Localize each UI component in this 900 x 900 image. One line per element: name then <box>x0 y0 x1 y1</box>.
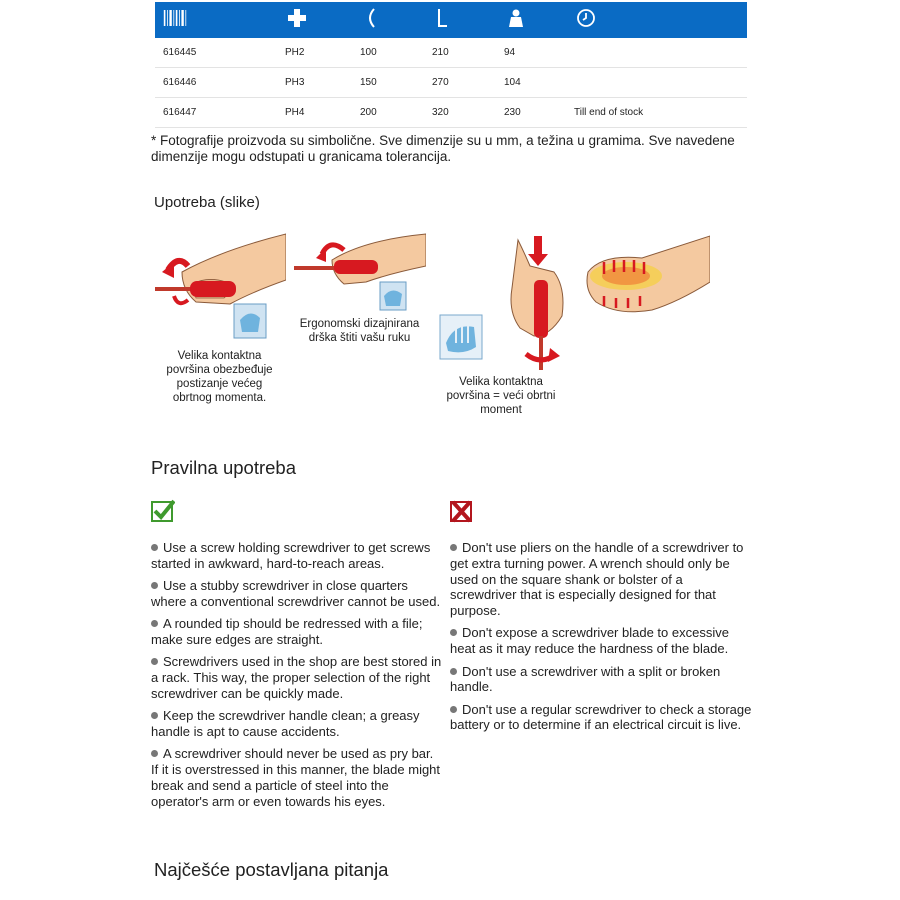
cell-tip-size: PH4 <box>277 98 352 128</box>
usage-caption-ergonomic: Ergonomski dizajnirana drška štiti vašu ruku <box>299 318 420 344</box>
list-item: Don't use a screwdriver with a split or broken handle. <box>450 663 721 695</box>
clock-icon <box>574 6 598 30</box>
cell-weight: 104 <box>496 68 566 98</box>
bullet-icon <box>450 629 457 636</box>
weight-icon <box>504 6 528 30</box>
palm-pressure-illustration <box>582 232 710 322</box>
dont-list <box>450 540 752 740</box>
list-item: Screwdrivers used in the shop are best stored in a rack. This way, the proper selection of the right screwdriver can be quickly made. <box>151 654 442 701</box>
list-item: A rounded tip should be redressed with a file; make sure edges are straight. <box>151 616 423 647</box>
bullet-icon <box>450 544 457 551</box>
cell-blade-length: 200 <box>352 98 424 128</box>
l-bracket-icon <box>432 6 456 30</box>
cell-availability <box>566 68 747 98</box>
table-row <box>155 98 747 128</box>
usage-title: Upotreba (slike) <box>154 194 260 211</box>
list-item: Don't expose a screwdriver blade to excessive heat as it may reduce the hardness of the blade. <box>450 625 729 657</box>
cell-blade-length: 150 <box>352 68 424 98</box>
cell-tip-size: PH2 <box>277 38 352 68</box>
bullet-icon <box>450 706 457 713</box>
bullet-icon <box>151 712 158 719</box>
c-bracket-icon <box>360 6 384 30</box>
list-item: Don't use a regular screwdriver to check a storage battery or to determine if an electrical circuit is live. <box>450 701 752 733</box>
table-row <box>155 68 747 98</box>
cell-blade-length: 100 <box>352 38 424 68</box>
cell-availability: Till end of stock <box>566 98 747 128</box>
glove-icon <box>438 313 484 361</box>
cell-weight: 230 <box>496 98 566 128</box>
cell-tip-size: PH3 <box>277 68 352 98</box>
dimensions-footnote: * Fotografije proizvoda su simbolične. Sve dimenzije su u mm, a težina u gramima. Sve navedene dimenzije mogu odstupati u granicama tolerancija. <box>151 133 735 164</box>
header-blade-length <box>352 2 424 38</box>
barcode-icon <box>163 6 187 30</box>
header-availability <box>566 2 747 38</box>
bullet-icon <box>151 750 158 757</box>
cell-article-number: 616445 <box>155 38 277 68</box>
header-total-length <box>424 2 496 38</box>
ergonomic-handle-illustration <box>292 232 426 314</box>
table-header-row <box>155 2 747 38</box>
cell-total-length: 270 <box>424 68 496 98</box>
spec-table <box>155 2 747 128</box>
cell-total-length: 320 <box>424 98 496 128</box>
table-row <box>155 38 747 68</box>
cell-availability <box>566 38 747 68</box>
proper-use-title: Pravilna upotreba <box>151 457 297 478</box>
list-item: Use a stubby screwdriver in close quarters where a conventional screwdriver cannot be used. <box>151 578 441 609</box>
checkmark-icon <box>151 499 175 523</box>
header-tip-size <box>277 2 352 38</box>
usage-caption-contact-area: Velika kontaktna površina = veći obrtni moment <box>446 376 556 416</box>
header-weight <box>496 2 566 38</box>
list-item: Don't use pliers on the handle of a screwdriver to get extra turning power. A wrench should only be used on the square shank or bolster of a screwdriver that is especially designed for that purpose. <box>450 540 744 619</box>
faq-title: Najčešće postavljana pitanja <box>154 859 389 880</box>
bullet-icon <box>151 620 158 627</box>
list-item: Use a screw holding screwdriver to get screws started in awkward, hard-to-reach areas. <box>151 540 431 571</box>
header-article-number <box>155 2 277 38</box>
cell-total-length: 210 <box>424 38 496 68</box>
cell-article-number: 616446 <box>155 68 277 98</box>
list-item: A screwdriver should never be used as pry bar. If it is overstressed in this manner, the blade might break and send a particle of steel into the operator's arm or even towards his eyes. <box>151 746 441 809</box>
list-item: Keep the screwdriver handle clean; a greasy handle is apt to cause accidents. <box>151 708 420 739</box>
bullet-icon <box>450 668 457 675</box>
cross-icon <box>450 499 474 523</box>
cell-article-number: 616447 <box>155 98 277 128</box>
bullet-icon <box>151 658 158 665</box>
bullet-icon <box>151 582 158 589</box>
cell-weight: 94 <box>496 38 566 68</box>
vertical-grip-illustration <box>490 232 570 372</box>
hand-torque-illustration <box>152 232 286 344</box>
bullet-icon <box>151 544 158 551</box>
plus-icon <box>285 6 309 30</box>
usage-caption-torque: Velika kontaktna površina obezbeđuje postizanje većeg obrtnog momenta. <box>166 350 273 404</box>
do-list <box>151 540 443 816</box>
